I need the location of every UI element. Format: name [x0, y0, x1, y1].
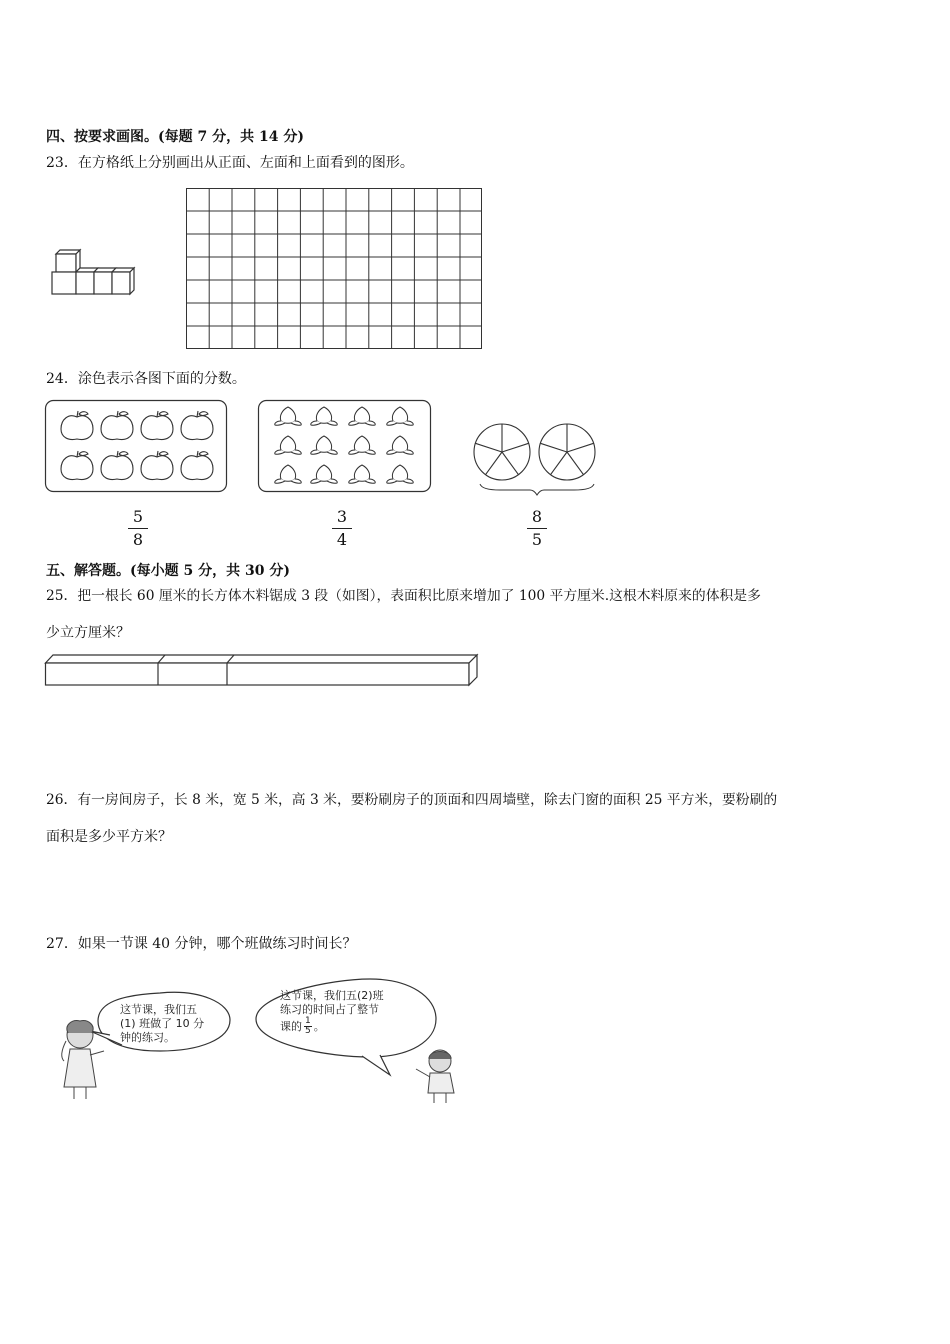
question-26-line-1: 26．有一房间房子，长 8 米，宽 5 米，高 3 米，要粉刷房子的顶面和四周墙壁，除去门窗的面积 25 平方米，要粉刷的 [46, 792, 778, 808]
left-bubble-line: 钟的练习。 [120, 1031, 175, 1044]
fraction-numerator: 1 [305, 1016, 311, 1026]
question-24: 24．涂色表示各图下面的分数。 [46, 371, 246, 387]
fraction-denominator: 8 [132, 530, 144, 549]
question-23: 23．在方格纸上分别画出从正面、左面和上面看到的图形。 [46, 155, 414, 171]
fraction-numerator: 5 [132, 507, 144, 526]
fraction-numerator: 3 [336, 507, 348, 526]
apple-box[interactable] [45, 400, 227, 492]
cube-figure [50, 250, 140, 296]
question-26-line-2: 面积是多少平方米？ [46, 829, 172, 845]
grid-paper[interactable] [186, 188, 482, 349]
fraction-8-5 [525, 508, 549, 549]
right-bubble-text-end: 。 [313, 1019, 325, 1033]
right-bubble-text-start: 课的 [280, 1019, 302, 1033]
fraction-5-8 [126, 508, 150, 549]
question-25-line-1: 25．把一根长 60 厘米的长方体木料锯成 3 段（如图），表面积比原来增加了 100 平方厘米.这根木料原来的体积是多 [46, 588, 761, 604]
section-5-heading: 五、解答题。(每小题 5 分，共 30 分) [46, 563, 290, 579]
right-bubble-line: 这节课，我们五(2)班 [280, 989, 384, 1002]
right-bubble-text [280, 989, 384, 1036]
fraction-denominator: 5 [305, 1026, 311, 1036]
fraction-3-4 [330, 508, 354, 549]
fraction-numerator: 8 [531, 507, 543, 526]
dialogue-illustration [50, 975, 470, 1105]
left-bubble-line: 这节课，我们五 [120, 1003, 197, 1016]
question-27: 27．如果一节课 40 分钟，哪个班做练习时间长？ [46, 936, 357, 952]
right-bubble-line [280, 1017, 384, 1036]
peach-box[interactable] [258, 400, 431, 492]
circles-figure[interactable] [470, 420, 598, 496]
question-25-line-2: 少立方厘米？ [46, 625, 130, 641]
right-bubble-line: 练习的时间占了整节 [280, 1003, 379, 1016]
left-bubble-text [120, 1003, 204, 1045]
section-4-heading: 四、按要求画图。(每题 7 分，共 14 分) [46, 129, 304, 145]
boy-character-icon [416, 1050, 454, 1103]
right-bubble-fraction [304, 1017, 312, 1036]
wood-bar-figure [45, 653, 479, 687]
left-bubble-line: (1) 班做了 10 分 [120, 1017, 205, 1030]
fraction-denominator: 5 [531, 530, 543, 549]
fraction-denominator: 4 [336, 530, 348, 549]
